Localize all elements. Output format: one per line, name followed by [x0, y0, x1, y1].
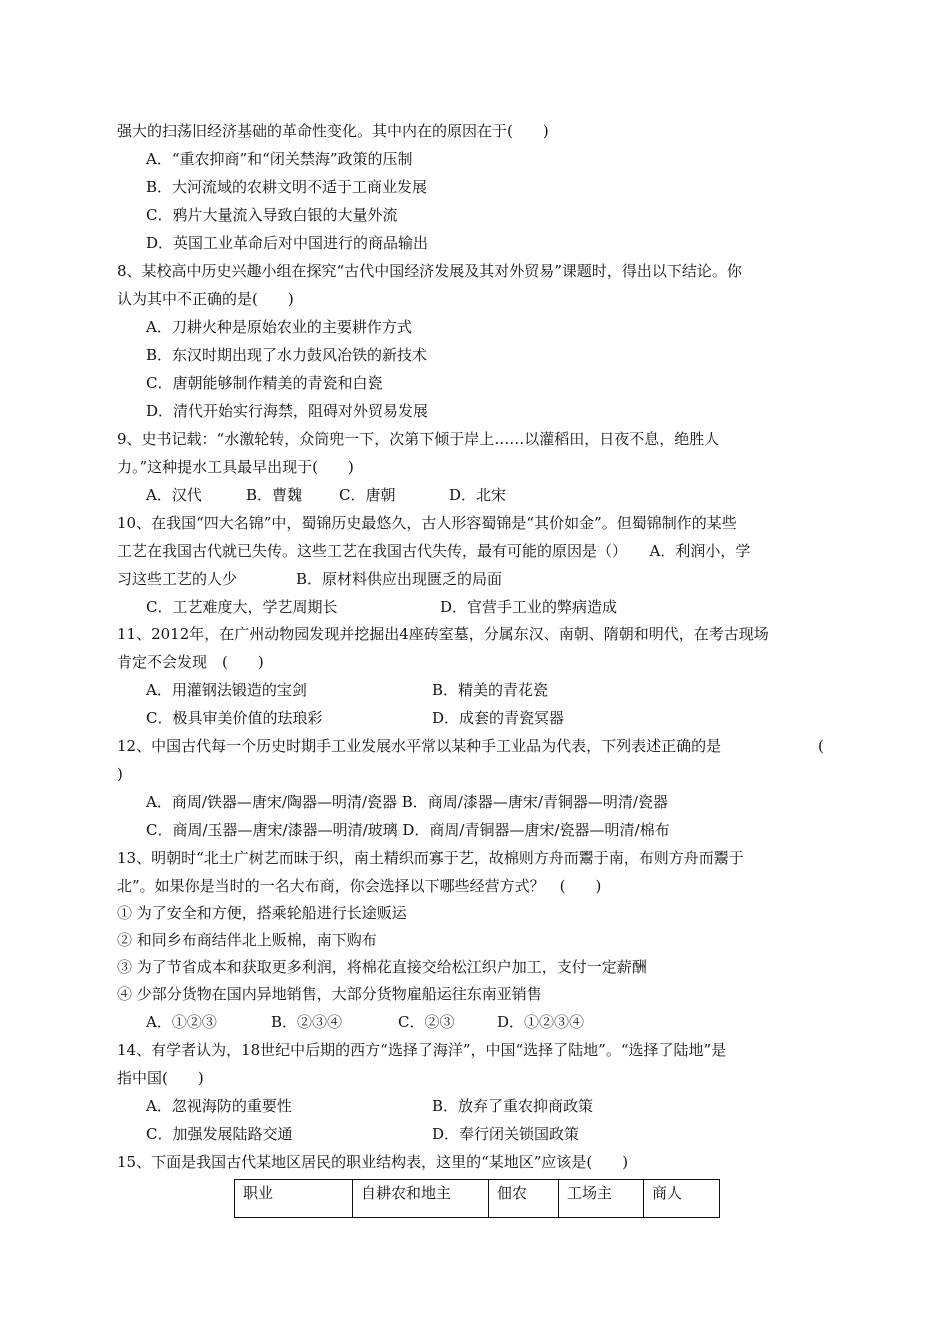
q9-stem-line2: 力。”这种提水工具最早出现于( ) [117, 458, 354, 476]
q10-option-d: D．官营手工业的弊病造成 [440, 598, 618, 616]
q14-option-d: D．奉行闭关锁国政策 [432, 1125, 580, 1143]
q9-option-a: A．汉代 [146, 486, 202, 504]
q12-stem-paren: ( [818, 737, 824, 755]
q10-option-c: C．工艺难度大，学艺周期长 [146, 598, 338, 616]
q10-stem-line1: 10、在我国“四大名锦”中，蜀锦历史最悠久，古人形容蜀锦是“其价如金”。但蜀锦制作的某些 [117, 514, 737, 532]
q9-option-b: B．曹魏 [246, 486, 303, 504]
q15-stem: 15、下面是我国古代某地区居民的职业结构表，这里的“某地区”应该是( ) [117, 1153, 629, 1171]
q13-item-2: ② 和同乡布商结伴北上贩棉，南下购布 [117, 931, 377, 949]
q10-option-b: B．原材料供应出现匮乏的局面 [296, 570, 503, 588]
q9-option-d: D．北宋 [449, 486, 507, 504]
q14-stem-line1: 14、有学者认为，18世纪中后期的西方“选择了海洋”，中国“选择了陆地”。“选择了陆地”是 [117, 1041, 727, 1059]
q12-options-ab: A．商周/铁器—唐宋/陶器—明清/瓷器 B．商周/漆器—唐宋/青铜器—明清/瓷器 [146, 793, 668, 811]
q7-option-c: C．鸦片大量流入导致白银的大量外流 [146, 206, 398, 224]
q12-options-cd: C．商周/玉器—唐宋/漆器—明清/玻璃 D．商周/青铜器—唐宋/瓷器—明清/棉布 [146, 821, 670, 839]
q13-option-c: C．②③ [398, 1013, 455, 1031]
intro-line: 强大的扫荡旧经济基础的革命性变化。其中内在的原因在于( ) [117, 122, 549, 140]
table-header-cell: 职业 [235, 1180, 353, 1218]
q7-option-d: D．英国工业革命后对中国进行的商品输出 [146, 234, 429, 252]
q11-stem-line2: 肯定不会发现 ( ) [117, 653, 264, 671]
q14-option-a: A．忽视海防的重要性 [146, 1097, 292, 1115]
q14-option-c: C．加强发展陆路交通 [146, 1125, 293, 1143]
q9-option-c: C．唐朝 [339, 486, 396, 504]
q8-option-b: B．东汉时期出现了水力鼓风冶铁的新技术 [146, 346, 428, 364]
q11-option-c: C．极具审美价值的珐琅彩 [146, 709, 323, 727]
q10-stem-line3a: 习这些工艺的人少 [117, 570, 238, 588]
q13-stem-line1: 13、明朝时“北土广树艺而昧于织，南土精织而寡于艺，故棉则方舟而鬻于南，布则方舟而鬻于 [117, 849, 744, 867]
q10-stem-line2: 工艺在我国古代就已失传。这些工艺在我国古代失传，最有可能的原因是（） A．利润小，学 [117, 542, 751, 560]
q7-option-a: A．“重农抑商”和“闭关禁海”政策的压制 [146, 150, 413, 168]
table-row [235, 1180, 720, 1218]
q9-stem-line1: 9、史书记载：“水激轮转，众筒兜一下，次第下倾于岸上……以灌稻田，日夜不息，绝胜人 [117, 430, 720, 448]
q11-stem-line1: 11、2012年，在广州动物园发现并挖掘出4座砖室墓，分属东汉、南朝、隋朝和明代，在考古现场 [117, 625, 769, 643]
q12-stem-line2: ) [117, 765, 123, 783]
q8-option-c: C．唐朝能够制作精美的青瓷和白瓷 [146, 374, 383, 392]
q13-item-3: ③ 为了节省成本和获取更多利润，将棉花直接交给松江织户加工，支付一定薪酬 [117, 958, 647, 976]
q13-stem-line2: 北”。如果你是当时的一名大布商，你会选择以下哪些经营方式？ ( ) [117, 877, 602, 895]
occupation-table [234, 1179, 720, 1218]
table-header-cell: 商人 [644, 1180, 720, 1218]
q11-option-b: B．精美的青花瓷 [432, 681, 549, 699]
q8-stem-line2: 认为其中不正确的是( ) [117, 290, 294, 308]
q11-option-a: A．用灌钢法锻造的宝剑 [146, 681, 307, 699]
q8-option-d: D．清代开始实行海禁，阻碍对外贸易发展 [146, 402, 429, 420]
q14-option-b: B．放弃了重农抑商政策 [432, 1097, 594, 1115]
q13-option-b: B．②③④ [271, 1013, 343, 1031]
table-header-cell: 自耕农和地主 [353, 1180, 489, 1218]
q13-item-4: ④ 少部分货物在国内异地销售，大部分货物雇船运往东南亚销售 [117, 985, 542, 1003]
q12-stem-line1: 12、中国古代每一个历史时期手工业发展水平常以某种手工业品为代表，下列表述正确的是 [117, 737, 722, 755]
q11-option-d: D．成套的青瓷冥器 [432, 709, 565, 727]
table-header-cell: 佃农 [489, 1180, 559, 1218]
q7-option-b: B．大河流域的农耕文明不适于工商业发展 [146, 178, 428, 196]
q13-option-a: A．①②③ [146, 1013, 217, 1031]
table-header-cell: 工场主 [559, 1180, 644, 1218]
q8-option-a: A．刀耕火种是原始农业的主要耕作方式 [146, 318, 412, 336]
q13-item-1: ① 为了安全和方便，搭乘轮船进行长途贩运 [117, 904, 407, 922]
q13-option-d: D．①②③④ [497, 1013, 585, 1031]
q14-stem-line2: 指中国( ) [117, 1069, 204, 1087]
q8-stem-line1: 8、某校高中历史兴趣小组在探究“古代中国经济发展及其对外贸易”课题时，得出以下结论。你 [117, 262, 742, 280]
